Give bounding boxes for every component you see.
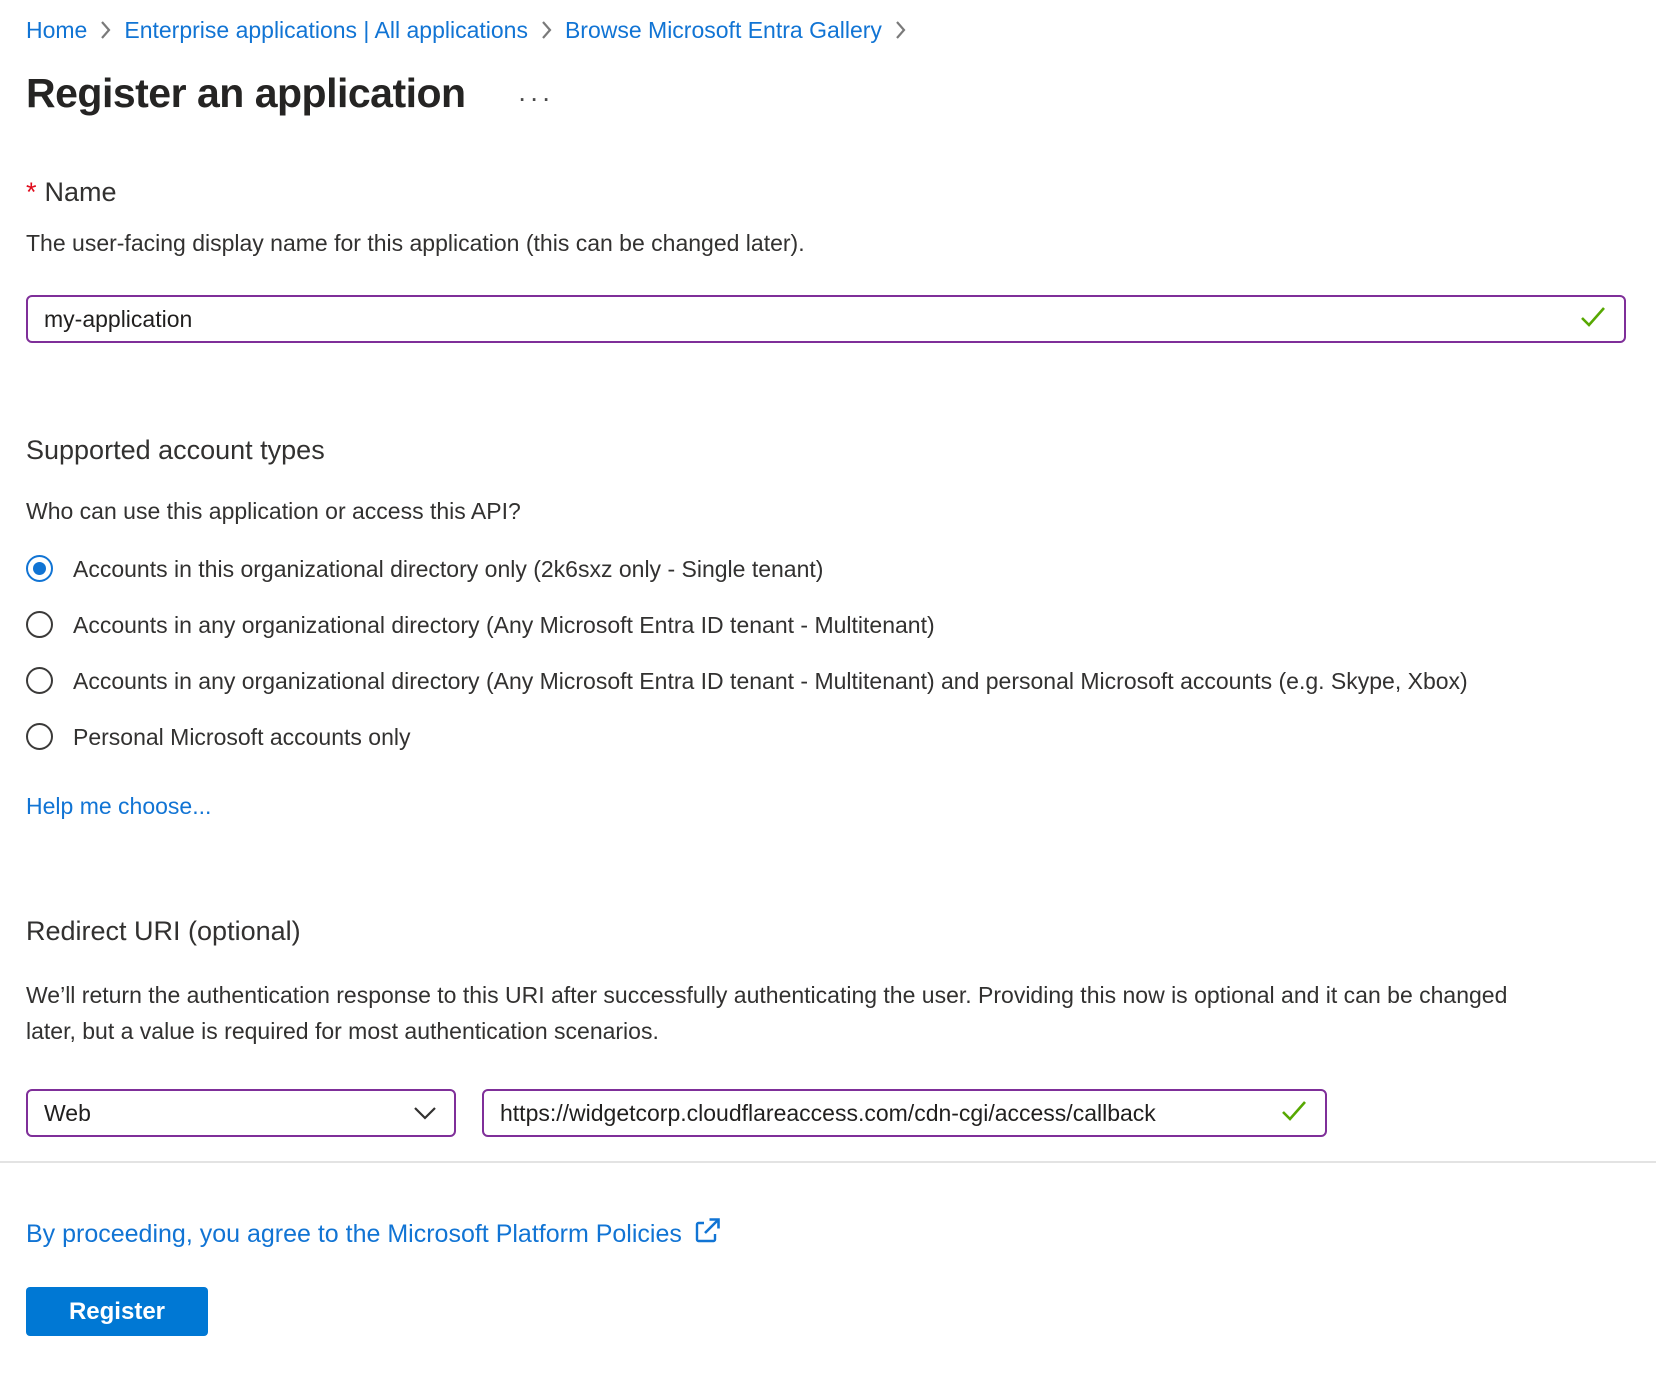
application-name-input[interactable] [44,306,1566,333]
platform-select[interactable] [26,1089,456,1137]
redirect-uri-input-container [482,1089,1327,1137]
chevron-right-icon [894,19,907,41]
radio-label: Accounts in any organizational directory (Any Microsoft Entra ID tenant - Multitenant) and personal Microsoft accounts (e.g. Skype, Xbox) [73,668,1468,694]
radio-label: Accounts in this organizational directory only (2k6sxz only - Single tenant) [73,556,824,582]
breadcrumb-enterprise-applications[interactable]: Enterprise applications | All applications [124,16,528,43]
platform-selected-value: Web [44,1099,91,1126]
register-button[interactable]: Register [26,1287,208,1336]
account-types-heading: Supported account types [26,435,325,465]
radio-selected-icon [26,555,53,582]
radio-single-tenant[interactable] [26,541,1626,597]
chevron-right-icon [99,19,112,41]
breadcrumb [26,14,1626,46]
help-me-choose-link[interactable]: Help me choose... [26,793,212,819]
section-divider [0,1161,1656,1163]
name-section [26,177,1626,343]
redirect-uri-section [26,916,1626,1137]
radio-unselected-icon [26,611,53,638]
name-field-label [26,177,1626,208]
name-input-container [26,295,1626,343]
title-row [26,70,1626,117]
breadcrumb-home[interactable]: Home [26,16,88,43]
required-asterisk: * [26,177,37,207]
redirect-uri-input[interactable] [500,1100,1267,1127]
platform-policies-link[interactable] [26,1217,721,1251]
chevron-right-icon [540,19,553,41]
radio-label: Accounts in any organizational directory (Any Microsoft Entra ID tenant - Multitenant) [73,612,935,638]
page-title: Register an application [26,70,466,116]
radio-unselected-icon [26,667,53,694]
supported-account-types-section [26,435,1626,820]
valid-check-icon [1578,304,1608,335]
external-link-icon [694,1217,721,1251]
redirect-uri-row [26,1089,1626,1137]
breadcrumb-entra-gallery[interactable]: Browse Microsoft Entra Gallery [564,16,882,43]
radio-personal-only[interactable] [26,709,1626,765]
radio-multitenant[interactable] [26,597,1626,653]
name-label-text: Name [44,177,117,207]
radio-multitenant-personal[interactable] [26,653,1626,709]
name-description: The user-facing display name for this application (this can be changed later). [26,230,805,256]
radio-label: Personal Microsoft accounts only [73,724,411,750]
redirect-uri-description: We’ll return the authentication response to this URI after successfully authenticating the user. Providing this now is optional and it can be changed later, but a value is required for most authentication scenarios. [26,982,1508,1044]
radio-unselected-icon [26,723,53,750]
more-options-icon[interactable]: ··· [517,83,554,113]
account-types-question: Who can use this application or access this API? [26,498,521,524]
chevron-down-icon [412,1100,438,1127]
policy-link-text: By proceeding, you agree to the Microsoft Platform Policies [26,1219,682,1248]
policy-row [26,1217,1626,1251]
valid-check-icon [1279,1098,1309,1129]
redirect-uri-heading: Redirect URI (optional) [26,916,301,946]
account-types-radio-group [26,541,1626,765]
